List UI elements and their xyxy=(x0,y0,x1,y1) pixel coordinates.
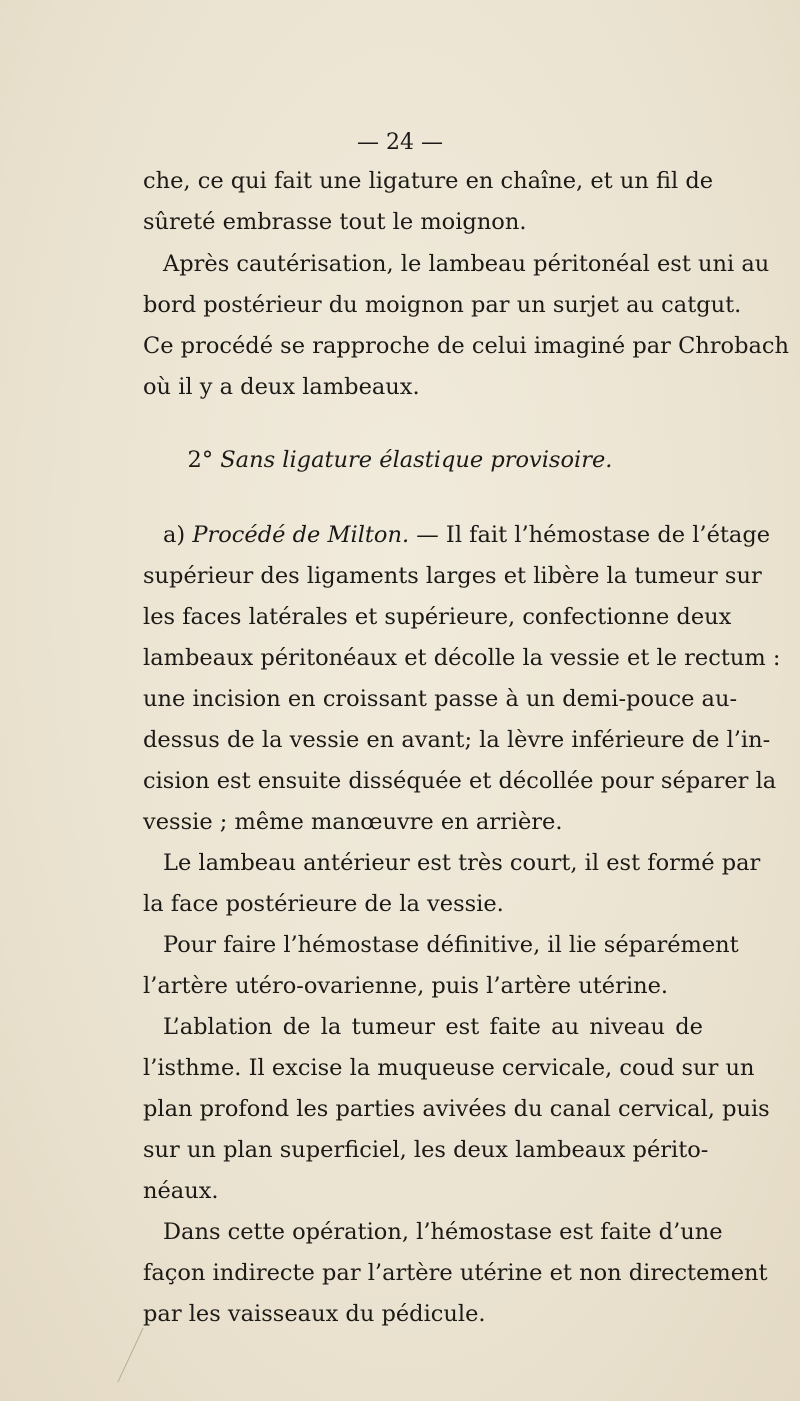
text-line: cision est ensuite disséquée et décollée pour séparer la xyxy=(143,768,777,794)
text-line: sur un plan superficiel, les deux lambeaux périto- xyxy=(143,1137,709,1163)
text-line: vessie ; même manœuvre en arrière. xyxy=(143,809,563,835)
text-line: sûreté embrasse tout le moignon. xyxy=(143,209,527,235)
text-line: dessus de la vessie en avant; la lèvre inférieure de l’in- xyxy=(143,727,771,753)
text-line: une incision en croissant passe à un demi-pouce au- xyxy=(143,686,738,712)
text-line: Ce procédé se rapproche de celui imaginé par Chrobach xyxy=(143,333,789,359)
text-line: par les vaisseaux du pédicule. xyxy=(143,1301,486,1327)
text-line: Dans cette opération, l’hémostase est faite d’une xyxy=(163,1219,723,1245)
text-line: l’isthme. Il excise la muqueuse cervicale, coud sur un xyxy=(143,1055,755,1081)
text-line: plan profond les parties avivées du canal cervical, puis xyxy=(143,1096,770,1122)
text-line: l’artère utéro-ovarienne, puis l’artère utérine. xyxy=(143,973,669,999)
text-line: la face postérieure de la vessie. xyxy=(143,891,504,917)
section-number: 2° xyxy=(187,447,214,473)
section-heading xyxy=(0,445,800,475)
section-title: Sans ligature élastique provisoire. xyxy=(220,447,613,473)
paper-mark xyxy=(117,1328,143,1383)
text-line: bord postérieur du moignon par un surjet au catgut. xyxy=(143,292,742,318)
text-line: che, ce qui fait une ligature en chaîne, et un fil de xyxy=(143,168,714,194)
text-line: Le lambeau antérieur est très court, il est formé par xyxy=(163,850,761,876)
item-label: a) xyxy=(163,522,186,548)
text-line: supérieur des ligaments larges et libère la tumeur sur xyxy=(143,563,762,589)
text-line: lambeaux péritonéaux et décolle la vessie et le rectum : xyxy=(143,645,781,671)
text-line: — Il fait l’hémostase de l’étage xyxy=(416,522,771,548)
text-line: néaux. xyxy=(143,1178,219,1204)
text-line: les faces latérales et supérieure, confectionne deux xyxy=(143,604,732,630)
paragraph-start xyxy=(163,520,771,550)
text-line: où il y a deux lambeaux. xyxy=(143,374,420,400)
page-number: — 24 — xyxy=(357,130,443,155)
text-line: L’ablation de la tumeur est faite au niveau de xyxy=(163,1014,703,1040)
text-line: façon indirecte par l’artère utérine et non directement xyxy=(143,1260,768,1286)
procedure-title: Procédé de Milton. xyxy=(192,522,410,548)
text-line: Pour faire l’hémostase définitive, il lie séparément xyxy=(163,932,739,958)
text-line: Après cautérisation, le lambeau péritonéal est uni au xyxy=(163,251,770,277)
